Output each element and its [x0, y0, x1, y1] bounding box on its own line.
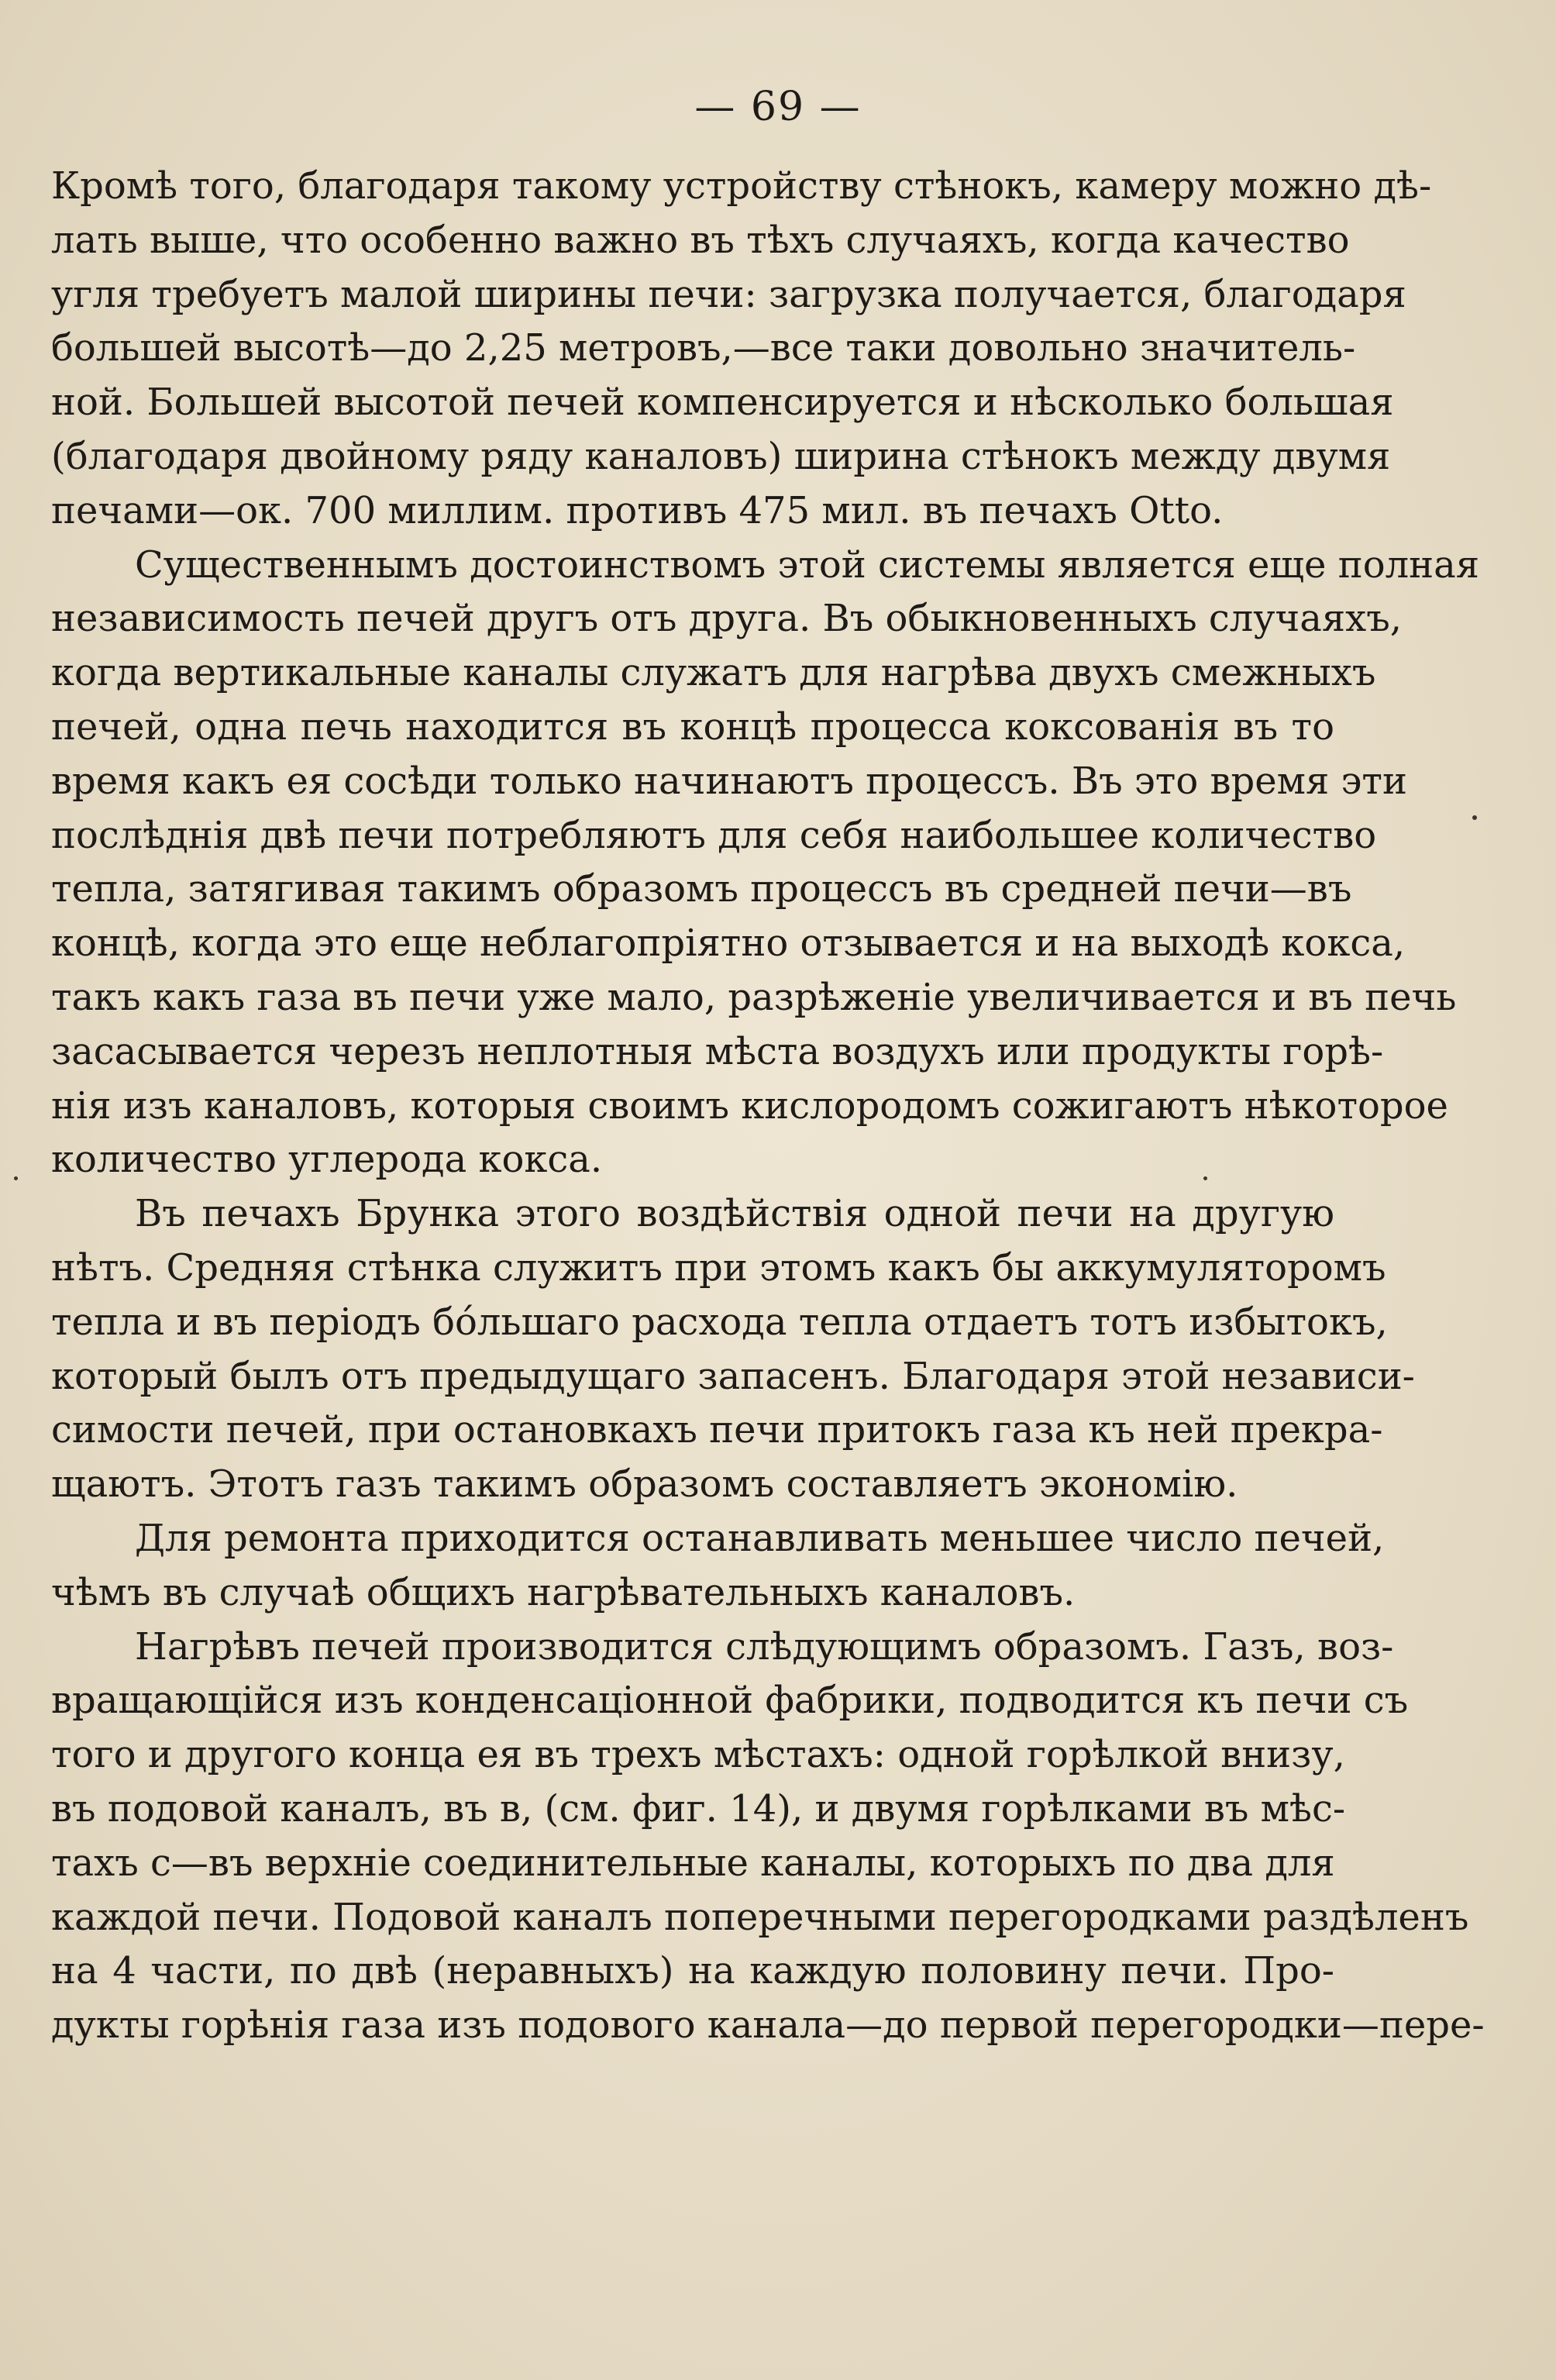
text-line: когда вертикальные каналы служатъ для нагрѣва двухъ смежныхъ: [51, 651, 1376, 695]
text-line: каждой печи. Подовой каналъ поперечными перегородками раздѣленъ: [51, 1895, 1469, 1939]
text-line: Существеннымъ достоинствомъ этой системы является еще полная: [135, 542, 1479, 587]
text-line: печами—ок. 700 миллим. противъ 475 мил. въ печахъ Otto.: [51, 488, 1224, 532]
text-line: количество углерода кокса.: [51, 1138, 603, 1182]
text-line: ной. Большей высотой печей компенсируется и нѣсколько большая: [51, 381, 1394, 425]
text-line: Нагрѣвъ печей производится слѣдующимъ образомъ. Газъ, воз-: [135, 1624, 1394, 1669]
text-line: концѣ, когда это еще неблагопріятно отзывается и на выходѣ кокса,: [51, 921, 1406, 966]
text-line: дукты горѣнія газа изъ подового канала—до первой перегородки—пере-: [51, 2003, 1485, 2048]
text-line: въ подовой каналъ, въ в, (см. фиг. 14), и двумя горѣлками въ мѣс-: [51, 1786, 1346, 1831]
paragraph-1: [51, 160, 1432, 539]
text-line: большей высотѣ—до 2,25 метровъ,—все таки довольно значитель-: [51, 326, 1356, 370]
paragraph-4: [51, 1512, 1385, 1621]
body-text: [51, 160, 1485, 2053]
text-line: который былъ отъ предыдущаго запасенъ. Благодаря этой независи-: [51, 1354, 1415, 1398]
text-line: тепла и въ періодъ бóльшаго расхода тепла отдаетъ тотъ избытокъ,: [51, 1300, 1388, 1344]
text-line: послѣднія двѣ печи потребляютъ для себя наибольшее количество: [51, 813, 1377, 857]
text-line: лать выше, что особенно важно въ тѣхъ случаяхъ, когда качество: [51, 218, 1350, 262]
text-line: время какъ ея сосѣди только начинаютъ процессъ. Въ это время эти: [51, 759, 1407, 803]
text-line: нія изъ каналовъ, которыя своимъ кислородомъ сожигаютъ нѣкоторое: [51, 1083, 1448, 1128]
paragraph-2: [51, 539, 1479, 1188]
text-line: тепла, затягивая такимъ образомъ процессъ въ средней печи—въ: [51, 867, 1352, 911]
text-line: того и другого конца ея въ трехъ мѣстахъ: одной горѣлкой внизу,: [51, 1733, 1345, 1777]
text-line: засасывается черезъ неплотныя мѣста воздухъ или продукты горѣ-: [51, 1029, 1384, 1073]
print-speck: [1203, 1176, 1207, 1180]
paragraph-5: [51, 1621, 1485, 2053]
text-line: независимость печей другъ отъ друга. Въ обыкновенныхъ случаяхъ,: [51, 597, 1403, 641]
text-line: щаютъ. Этотъ газъ такимъ образомъ составляетъ экономію.: [51, 1462, 1238, 1507]
print-speck: [1472, 815, 1477, 820]
text-line: чѣмъ въ случаѣ общихъ нагрѣвательныхъ каналовъ.: [51, 1570, 1076, 1614]
text-line: такъ какъ газа въ печи уже мало, разрѣженіе увеличивается и въ печь: [51, 975, 1457, 1019]
text-line: (благодаря двойному ряду каналовъ) ширина стѣнокъ между двумя: [51, 434, 1391, 478]
text-line: тахъ с—въ верхніе соединительные каналы, которыхъ по два для: [51, 1841, 1335, 1885]
text-line: Для ремонта приходится останавливать меньшее число печей,: [135, 1516, 1385, 1560]
text-line: Кромѣ того, благодаря такому устройству стѣнокъ, камеру можно дѣ-: [51, 164, 1432, 208]
text-line: на 4 части, по двѣ (неравныхъ) на каждую половину печи. Про-: [51, 1949, 1334, 1993]
text-line: симости печей, при остановкахъ печи притокъ газа къ ней прекра-: [51, 1408, 1383, 1452]
text-line: угля требуетъ малой ширины печи: загрузка получается, благодаря: [51, 272, 1406, 316]
page-number: — 69 —: [694, 84, 862, 130]
print-speck: [14, 1176, 18, 1180]
text-line: печей, одна печь находится въ концѣ процесса коксованія въ то: [51, 704, 1334, 749]
paragraph-3: [51, 1187, 1415, 1512]
text-line: нѣтъ. Средняя стѣнка служитъ при этомъ какъ бы аккумуляторомъ: [51, 1245, 1386, 1290]
text-line: вращающійся изъ конденсаціонной фабрики, подводится къ печи съ: [51, 1679, 1409, 1723]
text-line: Въ печахъ Брунка этого воздѣйствія одной печи на другую: [135, 1192, 1334, 1236]
